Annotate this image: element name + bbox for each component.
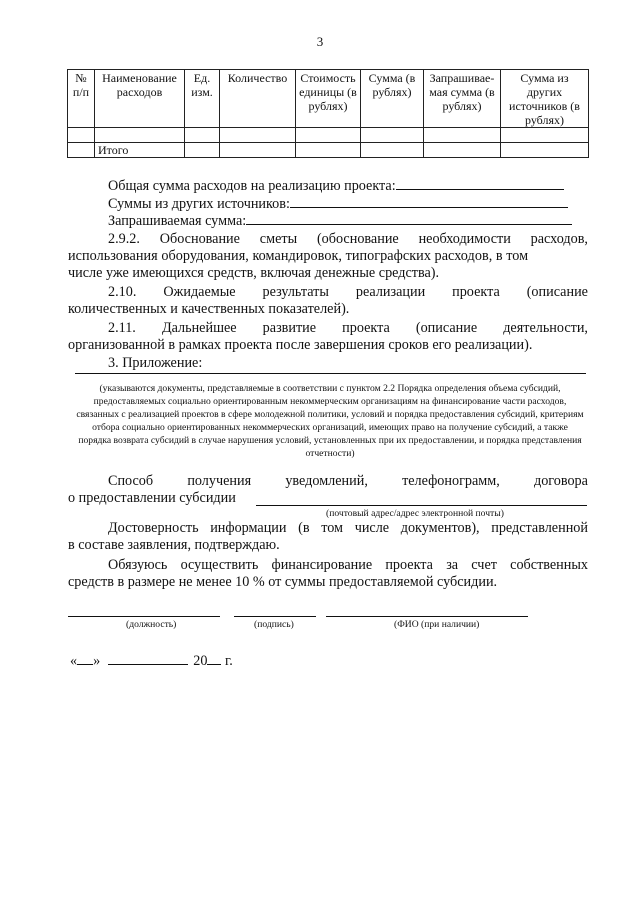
word: том [321, 520, 344, 536]
requested-sum-blank[interactable] [246, 211, 572, 225]
close-quote: » [93, 653, 101, 669]
header-requested-sum: Запрашивае-мая сумма (в рублях) [424, 70, 501, 128]
word: необходимости [418, 231, 511, 247]
year-suffix: г. [225, 653, 233, 669]
word: Обоснование [159, 231, 240, 247]
section-number: 2.10. [108, 284, 137, 300]
word: Обязуюсь [108, 557, 168, 573]
word: результаты [262, 284, 329, 300]
total-sum-field [108, 176, 564, 195]
table-header-row [68, 70, 589, 128]
table-cell [185, 143, 220, 158]
word: договора [533, 473, 588, 489]
table-cell [501, 128, 589, 143]
requested-sum-field [108, 211, 572, 230]
table-cell [220, 128, 296, 143]
budget-table [67, 69, 589, 158]
full-name-blank[interactable] [326, 616, 528, 617]
table-cell [501, 143, 589, 158]
table-cell [296, 128, 361, 143]
word: за [446, 557, 459, 573]
year-blank[interactable] [207, 651, 221, 665]
table-row [68, 128, 589, 143]
header-quantity: Количество [220, 70, 296, 128]
signature-blank[interactable] [234, 616, 316, 617]
word: представленной [491, 520, 588, 536]
header-unit-cost: Стоимость единицы (в рублях) [296, 70, 361, 128]
table-total-row [68, 143, 589, 158]
reliability-line2: в составе заявления, подтверждаю. [68, 537, 280, 553]
table-cell [95, 128, 185, 143]
word: счет [471, 557, 497, 573]
word: проекта [342, 320, 390, 336]
other-sources-blank[interactable] [290, 194, 568, 208]
attachment-note: (указываются документы, представляемые в соответствии с пунктом 2.2 Порядка определения объема субсидий, предоставляемых социально ориентированным некоммерческим организациям на финансирование части расходов, связанных с реализацией проектов в сфере молодежной политики, условий и порядка предоставления субсидий, критериям отбора социально ориентированных некоммерческих организаций, имеющих право на получение субсидий, а также порядка возврата субсидий в случае нарушения условий, установленных при их предоставлении, и порядка представления отчетности) [76, 383, 584, 459]
table-cell [424, 128, 501, 143]
section-3-title: 3. Приложение: [108, 355, 203, 371]
table-cell [296, 143, 361, 158]
obligation-line2: средств в размере не менее 10 % от суммы предоставляемой субсидии. [68, 574, 498, 590]
notification-line1 [108, 473, 588, 490]
word: Способ [108, 473, 154, 489]
word: проекта [385, 557, 433, 573]
notification-address-blank[interactable] [256, 505, 587, 506]
section-211-line2: организованной в рамках проекта после завершения сроков его реализации). [68, 337, 533, 353]
open-quote: « [70, 653, 78, 669]
year-prefix: 20 [193, 653, 208, 669]
word: развитие [262, 320, 317, 336]
word: (описание [415, 320, 478, 336]
total-sum-label: Общая сумма расходов на реализацию проекта: [108, 178, 396, 194]
section-210-line2: количественных и качественных показателей). [68, 301, 350, 317]
word: Ожидаемые [163, 284, 236, 300]
word: деятельности, [503, 320, 588, 336]
position-caption: (должность) [126, 619, 177, 630]
word: телефонограмм, [402, 473, 500, 489]
word: документов), [400, 520, 480, 536]
table-cell [220, 143, 296, 158]
section-211-line1 [108, 320, 588, 337]
word: информации [210, 520, 287, 536]
date-field [70, 651, 233, 670]
header-number: № п/п [68, 70, 95, 128]
total-label: Итого [95, 143, 185, 158]
day-blank[interactable] [77, 651, 93, 665]
other-sources-label: Суммы из других источников: [108, 196, 290, 212]
attachment-underline[interactable] [75, 373, 586, 374]
requested-sum-label: Запрашиваемая сумма: [108, 213, 247, 229]
word: числе [354, 520, 390, 536]
header-other-sources: Сумма из других источников (в рублях) [501, 70, 589, 128]
word: финансирование [271, 557, 373, 573]
word: получения [187, 473, 252, 489]
table-cell [361, 128, 424, 143]
position-blank[interactable] [68, 616, 220, 617]
word: (в [298, 520, 310, 536]
word: сметы [259, 231, 298, 247]
signature-caption: (подпись) [254, 619, 294, 630]
word: (описание [526, 284, 588, 300]
word: реализации [355, 284, 426, 300]
word: Достоверность [108, 520, 199, 536]
word: уведомлений, [285, 473, 368, 489]
section-number: 2.11. [108, 320, 136, 336]
section-292-line1 [108, 231, 588, 248]
word: проекта [452, 284, 500, 300]
word: осуществить [180, 557, 259, 573]
table-cell [185, 128, 220, 143]
reliability-line1 [108, 520, 588, 537]
page-number: 3 [316, 34, 324, 49]
word: (обоснование [316, 231, 399, 247]
notification-caption: (почтовый адрес/адрес электронной почты) [326, 508, 504, 519]
section-292-line3: числе уже имеющихся средств, включая денежные средства). [68, 265, 440, 281]
section-210-line1 [108, 284, 588, 301]
table-cell [361, 143, 424, 158]
header-unit: Ед. изм. [185, 70, 220, 128]
word: расходов, [530, 231, 588, 247]
total-sum-blank[interactable] [396, 176, 564, 190]
table-cell [424, 143, 501, 158]
table-cell [68, 128, 95, 143]
word: собственных [510, 557, 588, 573]
section-number: 2.9.2. [108, 231, 140, 247]
header-expense-name: Наименование расходов [95, 70, 185, 128]
notification-label: о предоставлении субсидии [68, 490, 236, 506]
table-cell [68, 143, 95, 158]
full-name-caption: (ФИО (при наличии) [394, 619, 480, 630]
obligation-line1 [108, 557, 588, 574]
section-292-line2: использования оборудования, командировок, типографских расходов, в том [68, 248, 529, 264]
month-blank[interactable] [108, 651, 188, 665]
notification-line2 [68, 490, 236, 507]
header-sum: Сумма (в рублях) [361, 70, 424, 128]
word: Дальнейшее [161, 320, 237, 336]
